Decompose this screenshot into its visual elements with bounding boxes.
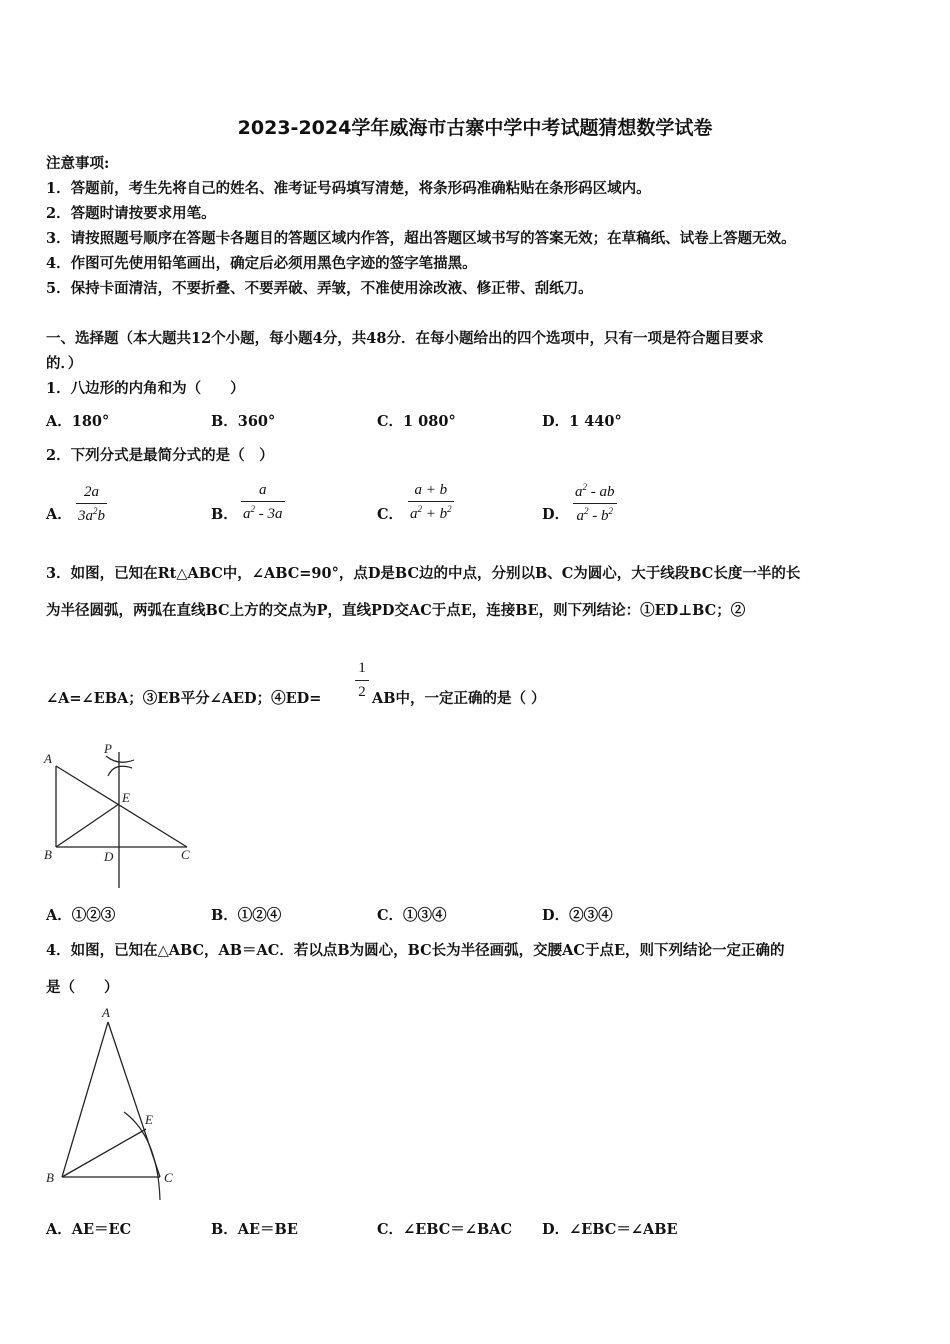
q2-option-b-label: B． bbox=[211, 506, 238, 523]
q2-option-d-label: D． bbox=[542, 506, 570, 523]
q2-option-d-fraction: $a^2$ - ab $a^2 - b^2$ bbox=[575, 482, 615, 524]
arc-from-c bbox=[108, 766, 132, 776]
q3-option-a: A．①②③ bbox=[46, 907, 116, 924]
notice-item: 1．答题前，考生先将自己的姓名、准考证号码填写清楚，将条形码准确粘贴在条形码区域内。 bbox=[46, 180, 651, 197]
q4-option-d: D．∠EBC＝∠ABE bbox=[542, 1221, 678, 1238]
half-numerator: 1 bbox=[358, 660, 366, 676]
segment-be bbox=[56, 804, 119, 847]
segment-ac bbox=[56, 766, 187, 847]
label-b: B bbox=[46, 1170, 54, 1185]
q2-option-a-fraction: 2a $3a^2b$ bbox=[78, 484, 105, 524]
label-e: E bbox=[122, 790, 130, 805]
notice-item: 5．保持卡面清洁，不要折叠、不要弄破、弄皱，不准使用涂改液、修正带、刮纸刀。 bbox=[46, 280, 593, 297]
notice-item: 3．请按照题号顺序在答题卡各题目的答题区域内作答，超出答题区域书写的答案无效；在草稿纸、试卷上答题无效。 bbox=[46, 230, 796, 247]
q2-option-c-fraction: a + b $a^2 + b^2$ bbox=[410, 482, 452, 522]
question-3-stem-line1: 3．如图，已知在Rt△ABC中，∠ABC=90°，点D是BC边的中点，分别以B、C为圆心，大于线段BC长度一半的长 bbox=[46, 565, 801, 582]
question-4-stem-line1: 4．如图，已知在△ABC，AB＝AC．若以点B为圆心，BC长为半径画弧，交腰AC于点E，则下列结论一定正确的 bbox=[46, 942, 785, 959]
segment-ab bbox=[62, 1022, 108, 1177]
q2-option-c-label: C． bbox=[377, 506, 404, 523]
q4-option-b: B．AE＝BE bbox=[211, 1221, 298, 1238]
q1-option-d: D．1 440° bbox=[542, 413, 622, 430]
label-a: A bbox=[44, 751, 52, 766]
q3-option-c: C．①③④ bbox=[377, 907, 447, 924]
q4-option-a: A．AE＝EC bbox=[46, 1221, 132, 1238]
arc-from-b bbox=[106, 756, 134, 762]
question-3-stem-line3b: AB中，一定正确的是（ ） bbox=[372, 690, 546, 707]
q3-figure bbox=[40, 738, 210, 893]
q3-option-b: B．①②④ bbox=[211, 907, 282, 924]
label-c: C bbox=[181, 847, 190, 862]
question-3-stem-line3a: ∠A=∠EBA；③EB平分∠AED；④ED= bbox=[46, 690, 322, 707]
question-2-stem: 2．下列分式是最简分式的是（ ） bbox=[46, 447, 274, 464]
q2-option-a-label: A． bbox=[46, 506, 72, 523]
page-title: 2023-2024学年威海市古寨中学中考试题猜想数学试卷 bbox=[237, 117, 713, 139]
q1-option-b: B．360° bbox=[211, 413, 276, 430]
half-fraction bbox=[355, 660, 369, 701]
half-denominator: 2 bbox=[358, 684, 366, 700]
label-p: P bbox=[104, 741, 112, 756]
q4-figure bbox=[40, 1002, 190, 1202]
section-heading-cont: 的．） bbox=[46, 355, 83, 372]
section-heading: 一、选择题（本大题共12个小题，每小题4分，共48分．在每小题给出的四个选项中，只有一项是符合题目要求 bbox=[46, 330, 764, 347]
q4-option-c: C．∠EBC＝∠BAC bbox=[377, 1221, 513, 1238]
notice-item: 4．作图可先使用铅笔画出，确定后必须用黑色字迹的签字笔描黑。 bbox=[46, 255, 477, 272]
q2-option-b-fraction: a $a^2 - 3a$ bbox=[243, 482, 283, 522]
q1-option-a: A．180° bbox=[46, 413, 110, 430]
notice-heading: 注意事项: bbox=[46, 155, 110, 172]
notice-item: 2．答题时请按要求用笔。 bbox=[46, 205, 216, 222]
question-1-stem: 1．八边形的内角和为（ ） bbox=[46, 380, 245, 397]
question-3-stem-line2: 为半径圆弧，两弧在直线BC上方的交点为P，直线PD交AC于点E，连接BE，则下列结论：①ED⊥BC；② bbox=[46, 602, 746, 619]
q3-option-d: D．②③④ bbox=[542, 907, 613, 924]
label-b: B bbox=[44, 847, 52, 862]
q1-option-c: C．1 080° bbox=[377, 413, 456, 430]
label-c: C bbox=[164, 1170, 173, 1185]
label-e: E bbox=[145, 1112, 153, 1127]
label-a: A bbox=[102, 1005, 110, 1020]
label-d: D bbox=[104, 849, 114, 864]
question-4-stem-line2: 是（ ） bbox=[46, 979, 119, 996]
